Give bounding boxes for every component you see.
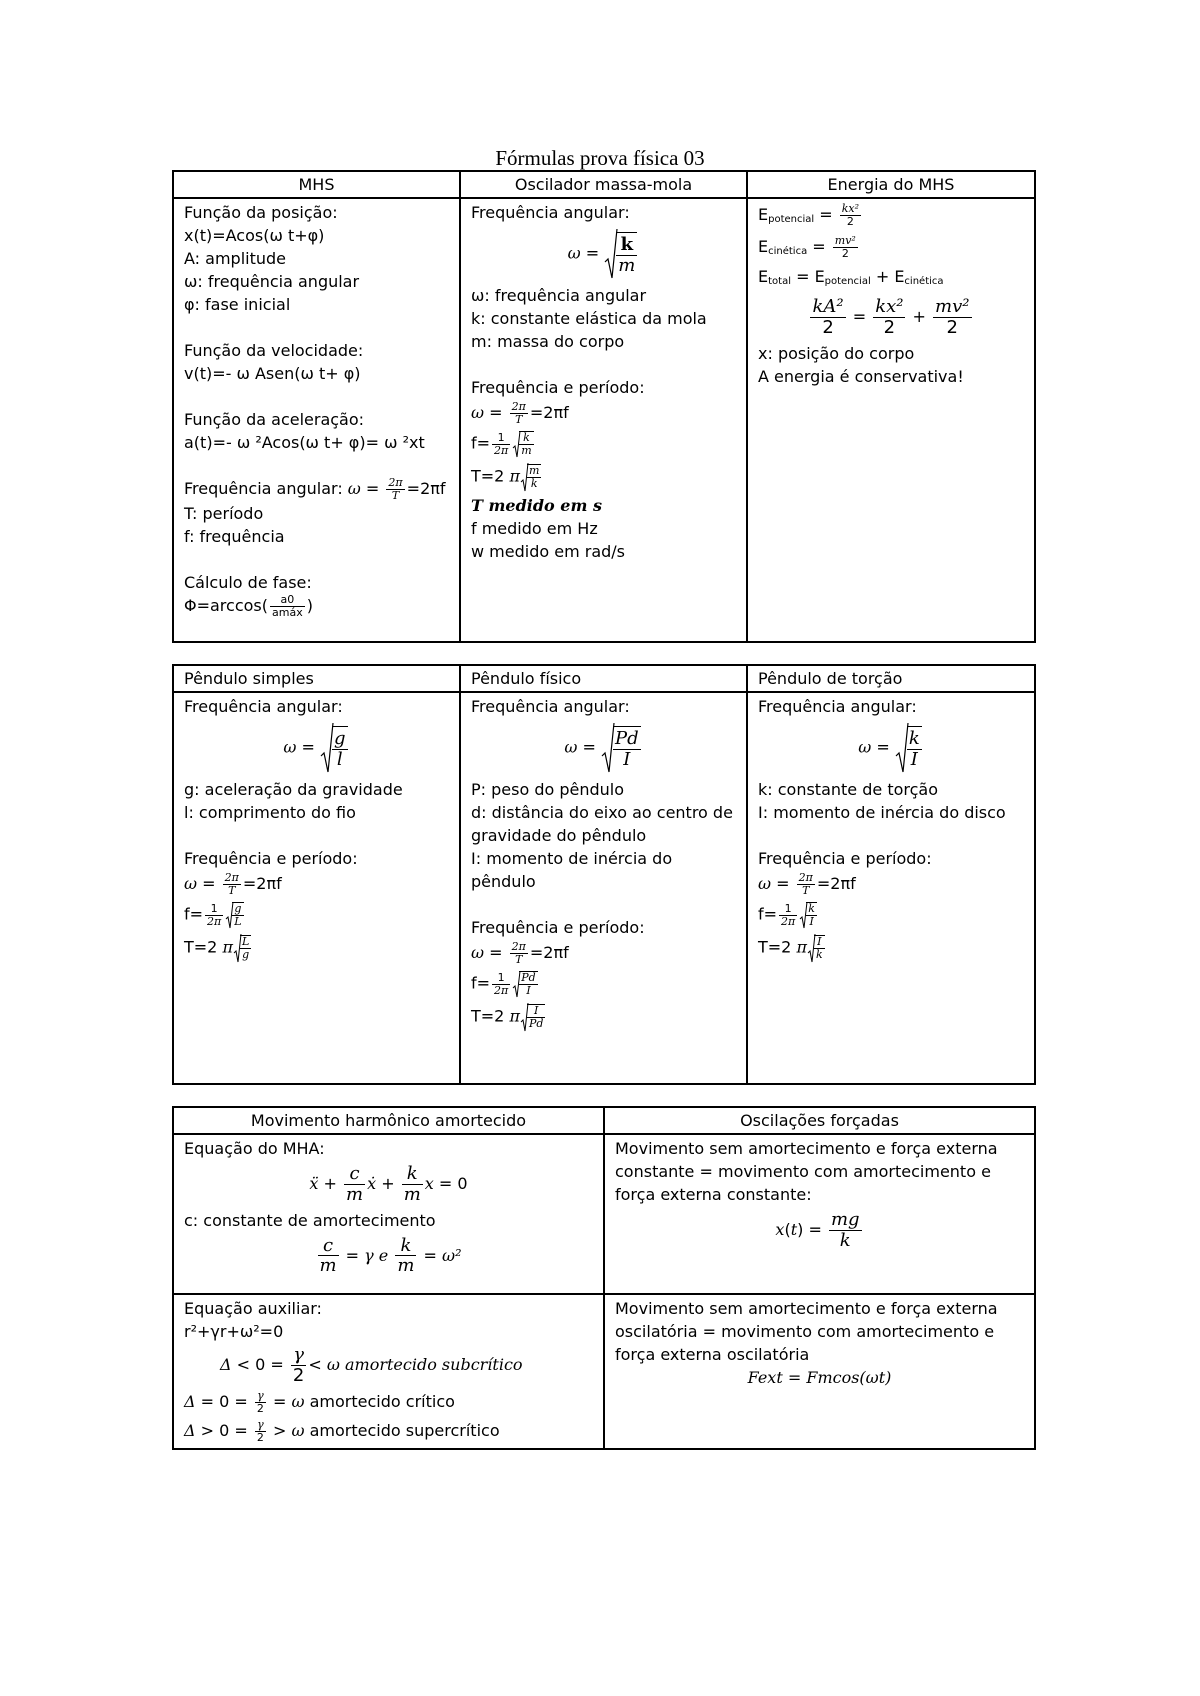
header-energia: Energia do MHS: [747, 171, 1035, 198]
pendulo-simples-cell: Frequência angular: ω = $\frac{g}{l}$ g: aceleração da gravidade l: comprimento do fio Frequência e período: ω = $\frac{2\pi}{T}$ =2πf f= $\frac{1}{2\pi}$ $\frac{g}{L}$ T=2 π $\frac{L}{g}$: [173, 692, 460, 1084]
header-pendulo-torcao: Pêndulo de torção: [747, 665, 1035, 692]
mhs-cell: Função da posição: x(t)=Acos(ω t+φ) A: amplitude ω: frequência angular φ: fase inicial Função da velocidade: v(t)=- ω Asen(ω t+ φ) Função da aceleração: a(t)=- ω ²Acos(ω t+ φ)= ω ²xt Frequência angular: ω = $\frac{2\pi}{T}$ =2πf T: período f: frequência Cálculo de fase: Φ=arccos( $\frac{a0}{\text{amáx}}$ ): [173, 198, 460, 642]
header-amortecido: Movimento harmônico amortecido: [173, 1107, 604, 1134]
mhs-angular-frequency: Frequência angular: ω = $\frac{2\pi}{T}$ =2πf: [184, 476, 446, 503]
mhs-formula-table: [172, 170, 1036, 643]
damped-forced-table: [172, 1106, 1036, 1450]
header-mhs: MHS: [173, 171, 460, 198]
pendulo-torcao-cell: Frequência angular: ω = $\frac{k}{I}$ k: constante de torção I: momento de inércia do disco Frequência e período: ω = $\frac{2\pi}{T}$ =2πf f= $\frac{1}{2\pi}$ $\frac{k}{I}$ T=2 π $\frac{I}{k}$: [747, 692, 1035, 1084]
phase-formula: Φ=arccos( $\frac{a0}{\text{amáx}}$ ): [184, 593, 313, 620]
page-title: Fórmulas prova física 03: [495, 146, 705, 170]
potential-energy: $E_{potencial}$ = $\frac{\text{kx²}}{2}$: [758, 202, 860, 229]
aux-equation-cell: Equação auxiliar: r²+γr+ω²=0 Δ < 0 = $\frac{\gamma}{2}$ < ω amortecido subcrítico Δ = 0 = $\frac{\gamma}{2}$ = ω amortecido crítico Δ > 0 = $\frac{\gamma}{2}$ > ω amortecido supercrítico: [173, 1294, 604, 1449]
header-pendulo-fisico: Pêndulo físico: [460, 665, 747, 692]
forced-oscillatory-cell: Movimento sem amortecimento e força externa oscilatória = movimento com amortecimento e força externa oscilatória Fext = Fmcos(ωt): [604, 1294, 1035, 1449]
mha-cell: Equação do MHA: ẍ + $\frac{c}{m}$ ẋ + $\frac{k}{m}$ x = 0 c: constante de amortecimento $\frac{c}{m}$ = γ e $\frac{k}{m}$ = ω²: [173, 1134, 604, 1294]
header-oscilador: Oscilador massa-mola: [460, 171, 747, 198]
oscilador-cell: Frequência angular: ω = $\frac{k}{m}$ ω: frequência angular k: constante elástica da mola m: massa do corpo Frequência e período: ω = $\frac{2\pi}{T}$ =2πf f= $\frac{1}{2\pi}$ $\frac{k}{m}$ T=2 π $\frac{m}{k}$ T medido em s f medido em Hz w medido em rad/s: [460, 198, 747, 642]
mha-equation: ẍ + $\frac{c}{m}$ ẋ + $\frac{k}{m}$ x = 0: [309, 1163, 468, 1205]
header-forcadas: Oscilações forçadas: [604, 1107, 1035, 1134]
forced-constant-cell: Movimento sem amortecimento e força externa constante = movimento com amortecimento e força externa constante: x(t) = $\frac{mg}{k}$: [604, 1134, 1035, 1294]
pendulum-formula-table: [172, 664, 1036, 1085]
energia-cell: $E_{potencial}$ = $\frac{\text{kx²}}{2}$ $E_{cinética}$ = $\frac{\text{mv²}}{2}$ $E_{total} = E_{potencial} + E_{cinética}$ $\frac{\text{kA²}}{2}$ = $\frac{\text{kx²}}{2}$ + $\frac{\text{mv²}}{2}$ x: posição do corpo A energia é conservativa!: [747, 198, 1035, 642]
spring-omega-formula: ω = $\frac{k}{m}$: [471, 224, 736, 284]
kinetic-energy: $E_{cinética}$ = $\frac{\text{mv²}}{2}$: [758, 234, 856, 261]
header-pendulo-simples: Pêndulo simples: [173, 665, 460, 692]
total-energy: $E_{total} = E_{potencial} + E_{cinética}$: [758, 267, 944, 288]
pendulo-fisico-cell: Frequência angular: ω = $\frac{Pd}{I}$ P: peso do pêndulo d: distância do eixo ao centro de gravidade do pêndulo I: momento de inércia do pêndulo Frequência e período: ω = $\frac{2\pi}{T}$ =2πf f= $\frac{1}{2\pi}$ $\frac{Pd}{I}$ T=2 π $\frac{I}{Pd}$: [460, 692, 747, 1084]
